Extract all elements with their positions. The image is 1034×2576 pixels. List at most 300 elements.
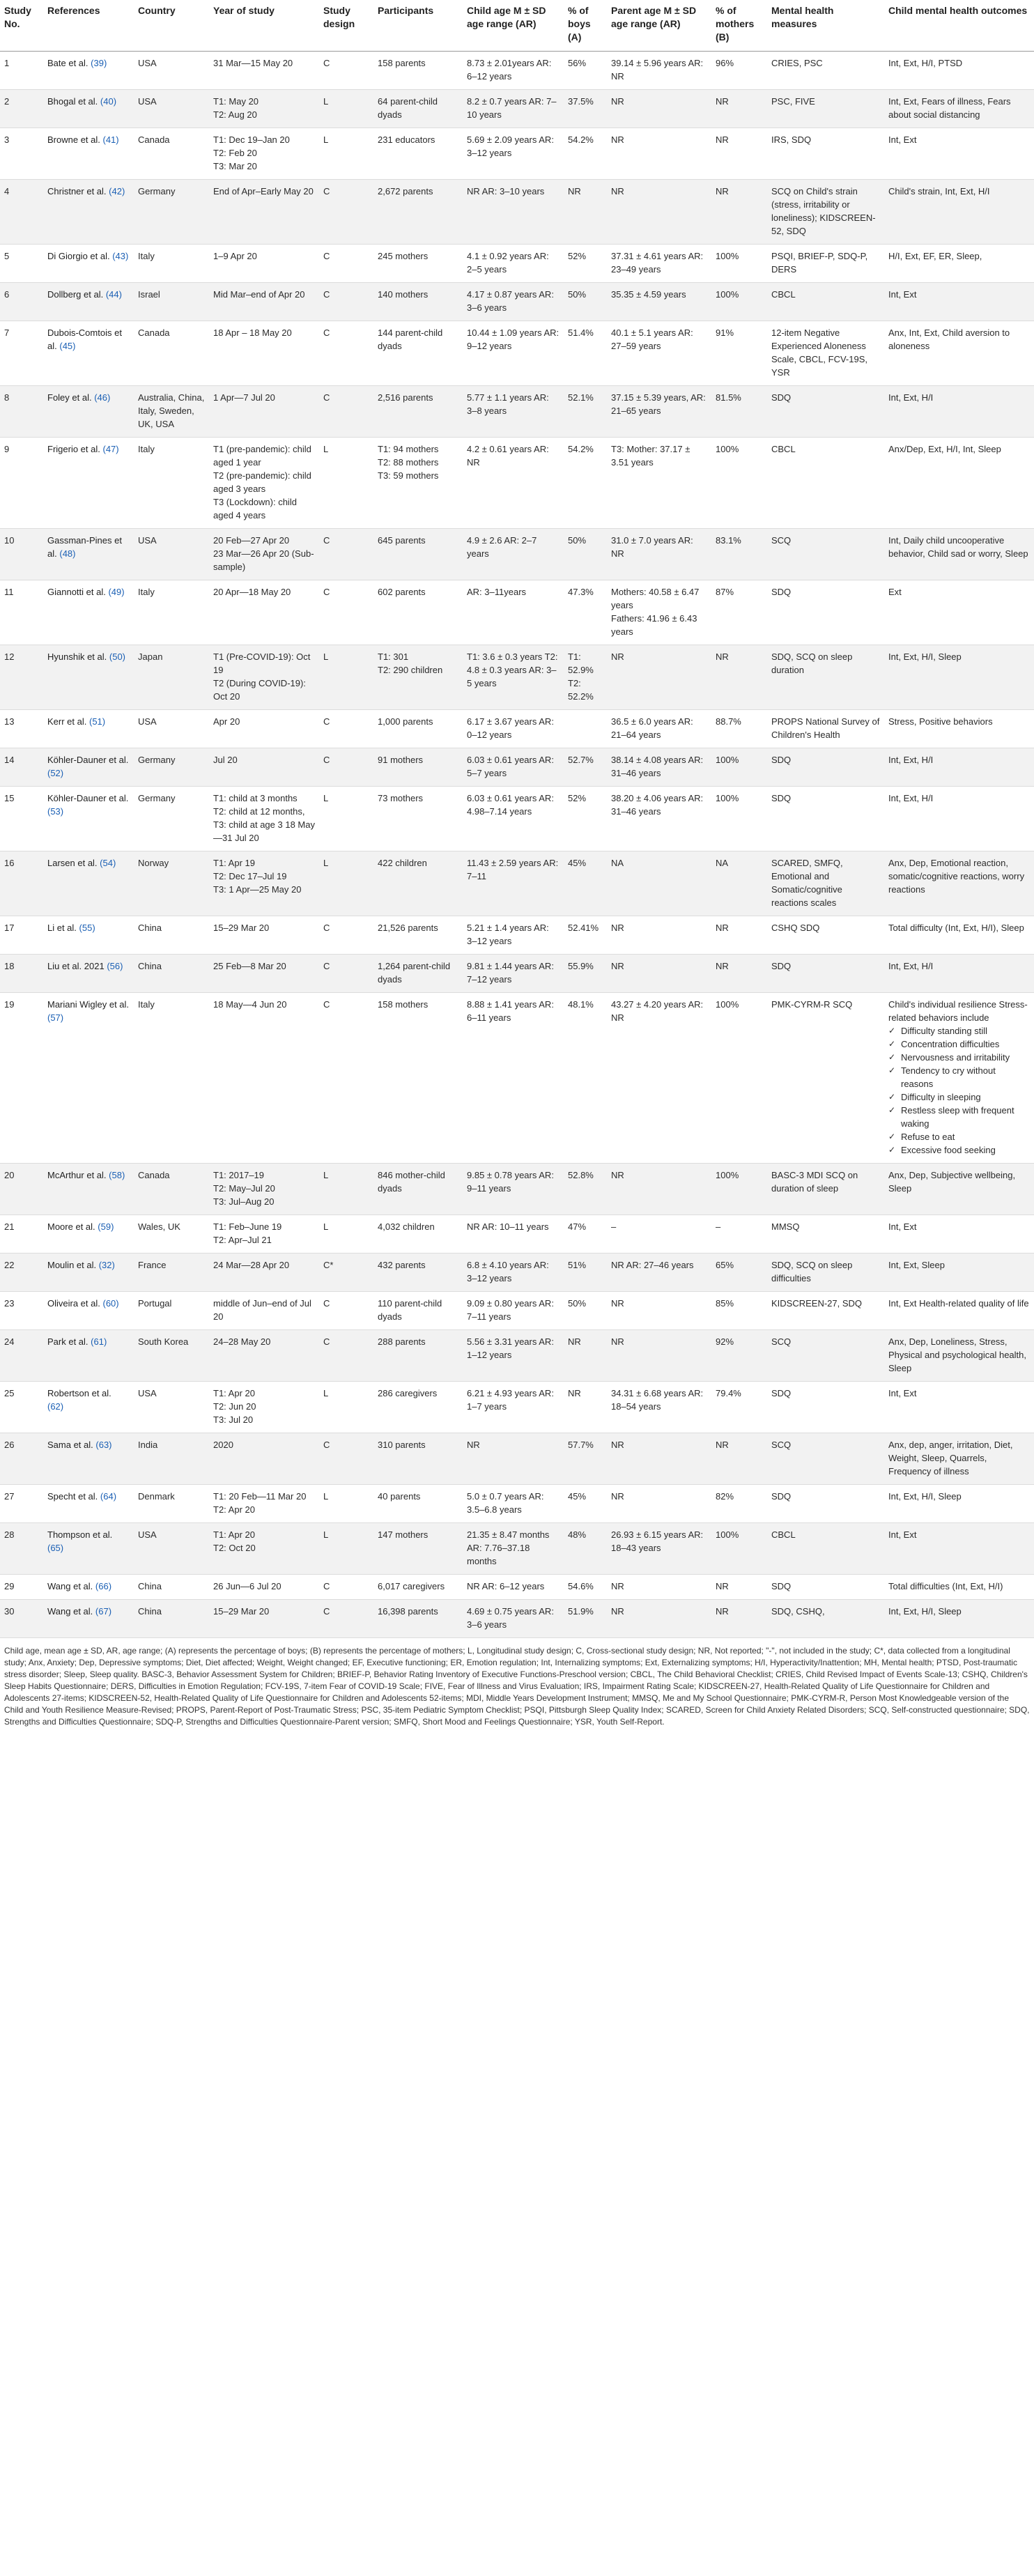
child-mental-health-outcomes-cell [884, 1523, 1034, 1575]
participants-text: 245 mothers [378, 251, 429, 261]
parent-age-cell [607, 916, 711, 955]
participants-text: 231 educators [378, 134, 435, 145]
author: Mariani Wigley et al. [47, 999, 130, 1010]
percent-mothers-cell [711, 645, 767, 710]
study-design-text: L [323, 444, 329, 454]
outcome-item-text: Nervousness and irritability [901, 1052, 1010, 1063]
table-row [0, 1600, 1034, 1638]
country-text: USA [138, 1388, 157, 1398]
child-age-cell [463, 52, 564, 90]
child-mental-health-outcomes-cell [884, 580, 1034, 645]
citation-link[interactable]: (43) [112, 251, 129, 261]
participants-cell [373, 748, 463, 787]
mental-health-measures-cell [767, 1254, 884, 1292]
citation-link[interactable]: (51) [88, 716, 106, 727]
participants-cell [373, 1485, 463, 1523]
percent-boys-cell [564, 1292, 607, 1330]
citation-link[interactable]: (32) [98, 1260, 115, 1270]
child-mental-health-outcomes-text: H/I, Ext, EF, ER, Sleep, [888, 251, 982, 261]
percent-boys-cell [564, 1164, 607, 1215]
outcome-item-text: Tendency to cry without reasons [901, 1065, 996, 1089]
year-of-study-text: 31 Mar—15 May 20 [213, 58, 293, 68]
country-text: South Korea [138, 1336, 189, 1347]
citation-link[interactable]: (50) [109, 651, 126, 662]
table-row [0, 645, 1034, 710]
child-age-cell [463, 1485, 564, 1523]
table-row [0, 1215, 1034, 1254]
study-number-text: 4 [4, 186, 10, 196]
participants-cell [373, 1292, 463, 1330]
outcome-list-item [888, 1143, 1030, 1157]
column-header: Year of study [209, 0, 319, 52]
author: Dubois-Comtois et al. [47, 327, 122, 351]
country-text: Australia, China, Italy, Sweden, UK, USA [138, 392, 205, 429]
outcome-list-item [888, 1104, 1030, 1130]
child-mental-health-outcomes-text: Int, Ext, H/I [888, 392, 934, 403]
author: Moore et al. [47, 1221, 95, 1232]
country-cell [134, 438, 209, 529]
outcome-item-text: Difficulty standing still [901, 1026, 988, 1036]
citation-link[interactable]: (53) [47, 806, 64, 817]
study-design-text: C [323, 392, 330, 403]
citation-link[interactable]: (55) [79, 923, 95, 933]
table-row [0, 955, 1034, 993]
year-of-study-text: T1: Apr 20 T2: Jun 20 T3: Jul 20 [213, 1388, 256, 1425]
percent-boys-cell [564, 529, 607, 580]
country-text: USA [138, 58, 157, 68]
author: Specht et al. [47, 1491, 98, 1502]
child-age-cell [463, 955, 564, 993]
author: Sama et al. [47, 1440, 93, 1450]
percent-mothers-cell [711, 916, 767, 955]
checkmark-icon: ✓ [888, 1132, 896, 1141]
year-of-study-text: 15–29 Mar 20 [213, 923, 270, 933]
citation-link[interactable]: (47) [102, 444, 119, 454]
table-row [0, 580, 1034, 645]
percent-boys-cell [564, 321, 607, 386]
study-number-text: 21 [4, 1221, 15, 1232]
child-age-text: 21.35 ± 8.47 months AR: 7.76–37.18 months [467, 1529, 550, 1566]
parent-age-cell [607, 645, 711, 710]
mental-health-measures-text: PMK-CYRM-R SCQ [771, 999, 853, 1010]
child-age-cell [463, 1164, 564, 1215]
citation-link[interactable]: (49) [108, 587, 125, 597]
mental-health-measures-cell [767, 386, 884, 438]
child-age-cell [463, 1292, 564, 1330]
parent-age-text: 37.15 ± 5.39 years, AR: 21–65 years [611, 392, 706, 416]
citation-link[interactable]: (46) [94, 392, 111, 403]
reference-cell [43, 787, 134, 851]
percent-mothers-text: 100% [716, 444, 739, 454]
child-age-text: NR [467, 1440, 480, 1450]
year-of-study-text: 25 Feb—8 Mar 20 [213, 961, 286, 971]
child-age-cell [463, 1523, 564, 1575]
country-cell [134, 245, 209, 283]
reference-cell [43, 438, 134, 529]
participants-text: 846 mother-child dyads [378, 1170, 445, 1194]
child-mental-health-outcomes-text: Anx/Dep, Ext, H/I, Int, Sleep [888, 444, 1001, 454]
mental-health-measures-cell [767, 1164, 884, 1215]
reference-cell [43, 993, 134, 1164]
reference-cell [43, 1164, 134, 1215]
citation-link[interactable]: (58) [109, 1170, 125, 1180]
citation-link[interactable]: (63) [95, 1440, 112, 1450]
study-number-cell [0, 1433, 43, 1485]
study-design-cell [319, 1523, 373, 1575]
year-of-study-text: T1: Feb–June 19 T2: Apr–Jul 21 [213, 1221, 282, 1245]
study-number-text: 19 [4, 999, 15, 1010]
parent-age-text: 38.14 ± 4.08 years AR: 31–46 years [611, 755, 704, 778]
participants-text: 6,017 caregivers [378, 1581, 445, 1591]
year-of-study-text: T1 (pre-pandemic): child aged 1 year T2 (pre-pandemic): child aged 3 years T3 (Lockdown): child aged 4 years [213, 444, 311, 520]
study-design-cell [319, 955, 373, 993]
child-age-text: 4.17 ± 0.87 years AR: 3–6 years [467, 289, 554, 313]
author: Foley et al. [47, 392, 92, 403]
child-age-cell [463, 90, 564, 128]
year-of-study-text: T1 (Pre-COVID-19): Oct 19 T2 (During COVID-19): Oct 20 [213, 651, 311, 702]
parent-age-text: NR [611, 1170, 624, 1180]
table-row [0, 1292, 1034, 1330]
child-age-text: 8.88 ± 1.41 years AR: 6–11 years [467, 999, 554, 1023]
year-of-study-text: End of Apr–Early May 20 [213, 186, 314, 196]
citation-link[interactable]: (54) [100, 858, 116, 868]
country-text: Italy [138, 444, 155, 454]
parent-age-cell [607, 128, 711, 180]
author: Hyunshik et al. [47, 651, 107, 662]
parent-age-cell [607, 386, 711, 438]
percent-boys-text: 54.6% [568, 1581, 594, 1591]
parent-age-text: NR AR: 27–46 years [611, 1260, 694, 1270]
child-mental-health-outcomes-text: Total difficulty (Int, Ext, H/I), Sleep [888, 923, 1024, 933]
citation-link[interactable]: (42) [109, 186, 125, 196]
author: Di Giorgio et al. [47, 251, 110, 261]
study-design-cell [319, 386, 373, 438]
participants-text: 432 parents [378, 1260, 426, 1270]
participants-cell [373, 1575, 463, 1600]
child-mental-health-outcomes-text: Int, Daily child uncooperative behavior, Child sad or worry, Sleep [888, 535, 1028, 559]
percent-boys-text: 54.2% [568, 134, 594, 145]
study-design-text: C [323, 716, 330, 727]
child-age-text: 5.77 ± 1.1 years AR: 3–8 years [467, 392, 549, 416]
parent-age-cell [607, 52, 711, 90]
table-row [0, 916, 1034, 955]
author: Wang et al. [47, 1606, 93, 1617]
study-number-text: 29 [4, 1581, 15, 1591]
study-number-text: 27 [4, 1491, 15, 1502]
year-of-study-cell [209, 955, 319, 993]
column-header: Study No. [0, 0, 43, 52]
country-text: India [138, 1440, 158, 1450]
study-design-cell [319, 1485, 373, 1523]
reference-cell [43, 1485, 134, 1523]
citation-link[interactable]: (65) [47, 1543, 64, 1553]
author: Frigerio et al. [47, 444, 100, 454]
child-mental-health-outcomes-text: Int, Ext [888, 1388, 917, 1398]
parent-age-cell [607, 955, 711, 993]
percent-mothers-text: NA [716, 858, 729, 868]
citation-link[interactable]: (41) [102, 134, 119, 145]
country-cell [134, 1485, 209, 1523]
author: Li et al. [47, 923, 77, 933]
mental-health-measures-cell [767, 1433, 884, 1485]
country-cell [134, 1523, 209, 1575]
reference-cell [43, 580, 134, 645]
study-design-text: C [323, 289, 330, 300]
citation-link[interactable]: (64) [100, 1491, 117, 1502]
mental-health-measures-text: KIDSCREEN-27, SDQ [771, 1298, 863, 1309]
country-text: Germany [138, 186, 176, 196]
study-design-cell [319, 529, 373, 580]
child-age-cell [463, 1600, 564, 1638]
year-of-study-cell [209, 1523, 319, 1575]
reference-cell [43, 1600, 134, 1638]
study-number-cell [0, 529, 43, 580]
percent-boys-cell [564, 386, 607, 438]
percent-boys-cell [564, 916, 607, 955]
table-row [0, 245, 1034, 283]
study-design-cell [319, 1433, 373, 1485]
child-age-text: 9.09 ± 0.80 years AR: 7–11 years [467, 1298, 554, 1322]
year-of-study-cell [209, 245, 319, 283]
study-number-cell [0, 916, 43, 955]
table-row [0, 529, 1034, 580]
child-mental-health-outcomes-cell [884, 321, 1034, 386]
citation-link[interactable]: (39) [91, 58, 107, 68]
reference-cell [43, 748, 134, 787]
child-age-cell [463, 993, 564, 1164]
study-design-cell [319, 748, 373, 787]
percent-mothers-text: 100% [716, 999, 739, 1010]
citation-link[interactable]: (52) [47, 768, 64, 778]
country-cell [134, 580, 209, 645]
country-text: Wales, UK [138, 1221, 180, 1232]
percent-mothers-text: NR [716, 186, 729, 196]
study-design-text: C [323, 186, 330, 196]
child-mental-health-outcomes-cell [884, 955, 1034, 993]
country-cell [134, 710, 209, 748]
column-header: Mental health measures [767, 0, 884, 52]
outcome-list-item [888, 1090, 1030, 1104]
mental-health-measures-cell [767, 1292, 884, 1330]
study-design-cell [319, 787, 373, 851]
child-age-text: NR AR: 6–12 years [467, 1581, 545, 1591]
outcome-list-item [888, 1024, 1030, 1038]
study-number-text: 17 [4, 923, 15, 933]
column-header: Child mental health outcomes [884, 0, 1034, 52]
study-number-cell [0, 1523, 43, 1575]
percent-mothers-cell [711, 1575, 767, 1600]
percent-boys-cell [564, 1575, 607, 1600]
parent-age-cell [607, 1382, 711, 1433]
parent-age-cell [607, 787, 711, 851]
child-mental-health-outcomes-text: Int, Ext, H/I, Sleep [888, 1491, 962, 1502]
child-mental-health-outcomes-text: Anx, Dep, Emotional reaction, somatic/cognitive reactions, worry reactions [888, 858, 1025, 895]
percent-boys-text: 50% [568, 535, 587, 546]
table-row [0, 1330, 1034, 1382]
child-age-text: 11.43 ± 2.59 years AR: 7–11 [467, 858, 559, 881]
percent-boys-text: 45% [568, 858, 587, 868]
participants-cell [373, 1164, 463, 1215]
country-text: Italy [138, 999, 155, 1010]
study-design-text: L [323, 793, 329, 803]
mental-health-measures-text: SCQ [771, 535, 792, 546]
study-design-cell [319, 128, 373, 180]
percent-mothers-text: 100% [716, 251, 739, 261]
country-text: Italy [138, 587, 155, 597]
participants-text: 1,264 parent-child dyads [378, 961, 451, 985]
year-of-study-text: 24–28 May 20 [213, 1336, 271, 1347]
mental-health-measures-cell [767, 128, 884, 180]
participants-cell [373, 955, 463, 993]
child-mental-health-outcomes-cell [884, 1330, 1034, 1382]
participants-text: 2,672 parents [378, 186, 433, 196]
participants-cell [373, 645, 463, 710]
child-mental-health-outcomes-text: Int, Ext, H/I, Sleep [888, 651, 962, 662]
mental-health-measures-text: CBCL [771, 444, 796, 454]
year-of-study-text: 15–29 Mar 20 [213, 1606, 270, 1617]
reference-cell [43, 851, 134, 916]
child-age-cell [463, 245, 564, 283]
citation-link[interactable]: (59) [98, 1221, 114, 1232]
country-cell [134, 283, 209, 321]
child-age-text: 5.56 ± 3.31 years AR: 1–12 years [467, 1336, 554, 1360]
parent-age-text: NR [611, 186, 624, 196]
parent-age-cell [607, 1575, 711, 1600]
mental-health-measures-cell [767, 748, 884, 787]
percent-mothers-text: 92% [716, 1336, 734, 1347]
child-mental-health-outcomes-text: Int, Ext, H/I [888, 793, 934, 803]
citation-link[interactable]: (61) [91, 1336, 107, 1347]
percent-mothers-cell [711, 1292, 767, 1330]
percent-boys-cell [564, 748, 607, 787]
study-design-cell [319, 645, 373, 710]
study-number-cell [0, 52, 43, 90]
author: McArthur et al. [47, 1170, 107, 1180]
citation-link[interactable]: (48) [59, 548, 76, 559]
study-number-text: 9 [4, 444, 10, 454]
percent-mothers-cell [711, 787, 767, 851]
year-of-study-cell [209, 1575, 319, 1600]
author: Bhogal et al. [47, 96, 98, 107]
citation-link[interactable]: (67) [95, 1606, 112, 1617]
participants-text: 110 parent-child dyads [378, 1298, 442, 1322]
percent-mothers-text: 100% [716, 755, 739, 765]
mental-health-measures-text: CBCL [771, 1529, 796, 1540]
participants-text: 158 parents [378, 58, 426, 68]
child-age-text: 6.21 ± 4.93 years AR: 1–7 years [467, 1388, 554, 1412]
parent-age-cell [607, 748, 711, 787]
participants-text: 422 children [378, 858, 427, 868]
author: Wang et al. [47, 1581, 93, 1591]
study-number-cell [0, 1292, 43, 1330]
year-of-study-cell [209, 851, 319, 916]
year-of-study-text: 24 Mar—28 Apr 20 [213, 1260, 290, 1270]
percent-mothers-text: 100% [716, 289, 739, 300]
percent-boys-cell [564, 1485, 607, 1523]
participants-cell [373, 180, 463, 245]
table-row [0, 1485, 1034, 1523]
child-mental-health-outcomes-cell [884, 1485, 1034, 1523]
study-number-text: 25 [4, 1388, 15, 1398]
country-text: USA [138, 1529, 157, 1540]
study-design-text: C [323, 961, 330, 971]
column-header: Participants [373, 0, 463, 52]
country-text: Japan [138, 651, 163, 662]
percent-boys-cell [564, 1382, 607, 1433]
parent-age-text: 26.93 ± 6.15 years AR: 18–43 years [611, 1529, 704, 1553]
parent-age-cell [607, 1292, 711, 1330]
citation-link[interactable]: (66) [95, 1581, 112, 1591]
citation-link[interactable]: (40) [100, 96, 117, 107]
percent-boys-cell [564, 1330, 607, 1382]
year-of-study-text: T1: 2017–19 T2: May–Jul 20 T3: Jul–Aug 20 [213, 1170, 275, 1207]
citation-link[interactable]: (60) [102, 1298, 119, 1309]
mental-health-measures-text: CRIES, PSC [771, 58, 823, 68]
mental-health-measures-cell [767, 1330, 884, 1382]
study-number-cell [0, 1575, 43, 1600]
checkmark-icon: ✓ [888, 1026, 896, 1035]
column-header: % of mothers (B) [711, 0, 767, 52]
mental-health-measures-text: PSQI, BRIEF-P, SDQ-P, DERS [771, 251, 868, 275]
year-of-study-cell [209, 128, 319, 180]
reference-cell [43, 1433, 134, 1485]
child-age-text: 9.85 ± 0.78 years AR: 9–11 years [467, 1170, 554, 1194]
study-number-cell [0, 787, 43, 851]
outcome-list-item [888, 1051, 1030, 1064]
percent-mothers-cell [711, 748, 767, 787]
study-design-text: C [323, 58, 330, 68]
child-age-cell [463, 916, 564, 955]
citation-link[interactable]: (62) [47, 1401, 64, 1412]
year-of-study-cell [209, 180, 319, 245]
citation-link[interactable]: (57) [47, 1012, 64, 1023]
percent-mothers-cell [711, 90, 767, 128]
country-cell [134, 1330, 209, 1382]
study-number-cell [0, 245, 43, 283]
year-of-study-text: T1: child at 3 months T2: child at 12 months, T3: child at age 3 18 May—31 Jul 20 [213, 793, 315, 843]
citation-link[interactable]: (45) [59, 341, 76, 351]
percent-boys-text: 57.7% [568, 1440, 594, 1450]
table-row [0, 52, 1034, 90]
percent-mothers-text: 85% [716, 1298, 734, 1309]
percent-boys-text: 56% [568, 58, 587, 68]
percent-mothers-text: 100% [716, 1529, 739, 1540]
citation-link[interactable]: (56) [107, 961, 123, 971]
parent-age-text: 36.5 ± 6.0 years AR: 21–64 years [611, 716, 693, 740]
mental-health-measures-cell [767, 283, 884, 321]
percent-mothers-text: NR [716, 134, 729, 145]
citation-link[interactable]: (44) [105, 289, 122, 300]
child-mental-health-outcomes-cell [884, 1254, 1034, 1292]
reference-cell [43, 916, 134, 955]
child-age-text: 4.69 ± 0.75 years AR: 3–6 years [467, 1606, 554, 1630]
outcome-item-text: Refuse to eat [901, 1132, 955, 1142]
table-row [0, 180, 1034, 245]
mental-health-measures-text: SCQ [771, 1336, 792, 1347]
percent-boys-cell [564, 1215, 607, 1254]
child-age-cell [463, 180, 564, 245]
participants-cell [373, 580, 463, 645]
percent-mothers-cell [711, 245, 767, 283]
study-number-cell [0, 851, 43, 916]
child-mental-health-outcomes-cell [884, 710, 1034, 748]
child-mental-health-outcomes-text: Int, Ext, H/I [888, 755, 934, 765]
child-mental-health-outcomes-cell [884, 1433, 1034, 1485]
mental-health-measures-text: IRS, SDQ [771, 134, 812, 145]
author: Gassman-Pines et al. [47, 535, 122, 559]
percent-mothers-text: NR [716, 96, 729, 107]
year-of-study-cell [209, 90, 319, 128]
